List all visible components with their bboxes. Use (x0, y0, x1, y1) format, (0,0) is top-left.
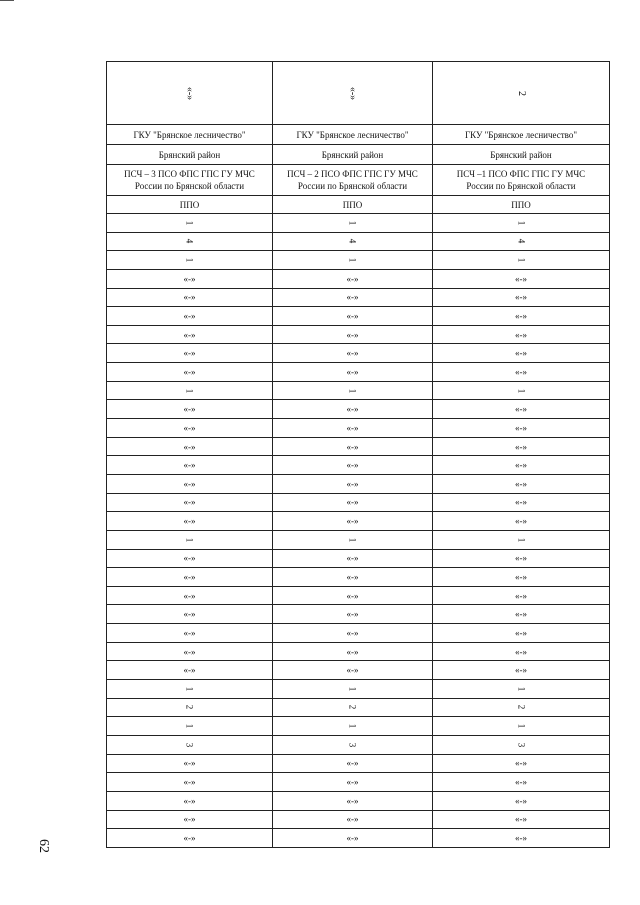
cell-value: 1 (516, 723, 526, 729)
cell-value: 1 (516, 388, 526, 393)
table-cell (273, 661, 433, 680)
cell-value: «-» (183, 758, 196, 769)
unit-cell (433, 165, 610, 196)
table-row (107, 791, 610, 810)
cell-value: «-» (183, 478, 196, 489)
cell-value: 1 (347, 723, 358, 729)
cell-value: «-» (183, 777, 196, 788)
table-row (107, 419, 610, 438)
table-cell (107, 419, 273, 438)
table-cell (107, 773, 273, 792)
cell-value: «-» (346, 441, 359, 452)
cell-value: «-» (183, 814, 196, 825)
cell-value: «-» (346, 516, 359, 527)
cell-value: «-» (515, 646, 527, 657)
org-cell: ГКУ "Брянское лесничество" (433, 125, 610, 145)
table-cell (107, 624, 273, 643)
cell-value: «-» (515, 441, 527, 452)
table-row (107, 307, 610, 326)
table-cell (273, 530, 433, 549)
table-cell (433, 363, 610, 382)
cell-value: 1 (184, 537, 195, 542)
cell-value: «-» (183, 460, 196, 471)
cell-value: 1 (347, 686, 358, 692)
cell-value: «-» (515, 571, 527, 582)
cell-value: «-» (515, 665, 527, 676)
table-row (107, 642, 610, 661)
cell-value: 2 (347, 705, 358, 710)
table-cell (107, 325, 273, 344)
cell-value: «-» (515, 460, 527, 471)
table-cell (273, 754, 433, 773)
table-cell (433, 493, 610, 512)
table-row (107, 493, 610, 512)
cell-value: «-» (346, 627, 359, 638)
table-row (107, 586, 610, 605)
org-cell: ГКУ "Брянское лесничество" (107, 125, 273, 145)
cell-value: 3 (516, 742, 526, 747)
cell-value: 1 (347, 388, 358, 393)
unit-line1: ПСЧ – 2 ПСО ФПС ГПС ГУ МЧС (287, 169, 418, 179)
header-row (107, 62, 610, 125)
table-row (107, 829, 610, 848)
cell-value: «-» (515, 311, 527, 322)
unit-cell (273, 165, 433, 196)
table-cell (107, 437, 273, 456)
table-row (107, 251, 610, 270)
cell-value: «-» (183, 366, 196, 377)
table-cell (107, 456, 273, 475)
cell-value: «-» (515, 795, 527, 806)
type-cell: ППО (273, 196, 433, 214)
table-cell (273, 642, 433, 661)
cell-value: «-» (183, 348, 196, 359)
table-cell (433, 251, 610, 270)
cell-value: 1 (516, 686, 526, 692)
table-cell (433, 661, 610, 680)
cell-value: «-» (346, 273, 359, 284)
cell-value: «-» (515, 553, 527, 564)
cell-value: «-» (183, 609, 196, 620)
cell-value: 3 (184, 742, 195, 747)
table-cell (433, 735, 610, 754)
table-cell (273, 419, 433, 438)
table-cell (273, 680, 433, 699)
cell-value: «-» (346, 758, 359, 769)
table-cell (433, 344, 610, 363)
table-cell (273, 381, 433, 400)
table-row (107, 381, 610, 400)
table-cell (107, 549, 273, 568)
table-cell (433, 642, 610, 661)
table-cell (107, 661, 273, 680)
table-cell (273, 549, 433, 568)
table-cell (107, 680, 273, 699)
column-header (273, 62, 433, 125)
cell-value: «-» (346, 795, 359, 806)
cell-value: «-» (515, 404, 527, 415)
table-row (107, 624, 610, 643)
table-cell (273, 773, 433, 792)
table-cell (107, 791, 273, 810)
table-cell (107, 288, 273, 307)
column-header-text: «-» (184, 86, 195, 100)
unit-line1: ПСЧ – 3 ПСО ФПС ГПС ГУ МЧС (124, 169, 255, 179)
table-cell (433, 474, 610, 493)
table-cell (107, 735, 273, 754)
table-cell (107, 642, 273, 661)
table-cell (107, 829, 273, 848)
table-cell (273, 605, 433, 624)
unit-line2: России по Брянской области (134, 181, 245, 191)
cell-value: «-» (515, 366, 527, 377)
table-row (107, 698, 610, 717)
cell-value: 1 (184, 388, 195, 393)
table-cell (433, 773, 610, 792)
org-cell: ГКУ "Брянское лесничество" (273, 125, 433, 145)
cell-value: «-» (183, 497, 196, 508)
table-row (107, 605, 610, 624)
table-cell (107, 232, 273, 251)
table-cell (273, 456, 433, 475)
cell-value: «-» (346, 832, 359, 843)
cell-value: «-» (346, 311, 359, 322)
cell-value: «-» (346, 404, 359, 415)
cell-value: 4 (516, 239, 526, 244)
cell-value: «-» (515, 758, 527, 769)
cell-value: «-» (515, 292, 527, 303)
table-cell (433, 214, 610, 233)
cell-value: «-» (346, 609, 359, 620)
cell-value: 1 (184, 220, 195, 226)
unit-cell (107, 165, 273, 196)
table-cell (433, 325, 610, 344)
table-cell (433, 680, 610, 699)
table-cell (433, 698, 610, 717)
table-row (107, 269, 610, 288)
table-cell (273, 717, 433, 736)
cell-value: «-» (183, 627, 196, 638)
cell-value: «-» (346, 814, 359, 825)
cell-value: «-» (346, 422, 359, 433)
unit-line2: России по Брянской области (466, 181, 576, 191)
cell-value: «-» (183, 422, 196, 433)
cell-value: 1 (516, 537, 526, 542)
table-cell (107, 493, 273, 512)
table-cell (433, 232, 610, 251)
table-cell (433, 512, 610, 531)
cell-value: «-» (515, 329, 527, 340)
table-cell (107, 344, 273, 363)
cell-value: «-» (346, 777, 359, 788)
table-row (107, 512, 610, 531)
cell-value: 1 (184, 686, 195, 692)
cell-value: «-» (515, 273, 527, 284)
cell-value: «-» (515, 832, 527, 843)
column-header-text: 2 (515, 90, 527, 96)
table-cell (433, 307, 610, 326)
table-cell (273, 269, 433, 288)
table-cell (273, 493, 433, 512)
district-cell: Брянский район (273, 145, 433, 165)
table-row (107, 680, 610, 699)
table-cell (107, 269, 273, 288)
table-cell (107, 698, 273, 717)
cell-value: «-» (183, 516, 196, 527)
district-cell: Брянский район (107, 145, 273, 165)
cell-value: 1 (347, 257, 358, 263)
table-row (107, 214, 610, 233)
cell-value: «-» (183, 292, 196, 303)
cell-value: «-» (346, 646, 359, 657)
table-cell (433, 754, 610, 773)
table-cell (273, 437, 433, 456)
cell-value: 1 (516, 257, 526, 263)
cell-value: «-» (515, 348, 527, 359)
table-cell (107, 717, 273, 736)
unit-line2: России по Брянской области (297, 181, 408, 191)
table-cell (107, 568, 273, 587)
unit-row (107, 165, 610, 196)
table-cell (273, 344, 433, 363)
type-cell: ППО (433, 196, 610, 214)
cell-value: «-» (346, 590, 359, 601)
table-cell (273, 624, 433, 643)
cell-value: «-» (183, 590, 196, 601)
org-row (107, 125, 610, 145)
corner-mark (0, 0, 14, 1)
table-cell (107, 474, 273, 493)
table-cell (273, 214, 433, 233)
table-row (107, 325, 610, 344)
table-row (107, 530, 610, 549)
type-cell: ППО (107, 196, 273, 214)
data-table (106, 61, 610, 848)
cell-value: «-» (183, 832, 196, 843)
table-row (107, 344, 610, 363)
table-row (107, 437, 610, 456)
cell-value: «-» (515, 814, 527, 825)
cell-value: «-» (515, 590, 527, 601)
cell-value: «-» (515, 497, 527, 508)
cell-value: «-» (346, 292, 359, 303)
cell-value: 1 (516, 220, 526, 226)
table-cell (433, 288, 610, 307)
table-cell (433, 624, 610, 643)
table-cell (107, 586, 273, 605)
table-cell (273, 791, 433, 810)
cell-value: 1 (184, 257, 195, 263)
cell-value: «-» (346, 665, 359, 676)
table-cell (107, 810, 273, 829)
table-row (107, 363, 610, 382)
table-row (107, 474, 610, 493)
table-cell (273, 288, 433, 307)
table-cell (273, 307, 433, 326)
cell-value: 1 (347, 537, 358, 542)
district-row (107, 145, 610, 165)
table-cell (107, 605, 273, 624)
cell-value: 1 (347, 220, 358, 226)
table-row (107, 661, 610, 680)
unit-line1: ПСЧ –1 ПСО ФПС ГПС ГУ МЧС (456, 169, 586, 179)
cell-value: «-» (183, 795, 196, 806)
table-cell (433, 269, 610, 288)
cell-value: «-» (346, 366, 359, 377)
cell-value: «-» (346, 329, 359, 340)
table-cell (433, 381, 610, 400)
cell-value: «-» (183, 311, 196, 322)
table-row (107, 568, 610, 587)
page-number: 62 (36, 839, 51, 853)
table-cell (433, 419, 610, 438)
cell-value: «-» (183, 329, 196, 340)
table-cell (273, 586, 433, 605)
table-cell (273, 568, 433, 587)
table-cell (273, 810, 433, 829)
table-cell (433, 437, 610, 456)
cell-value: «-» (515, 516, 527, 527)
district-cell: Брянский район (433, 145, 610, 165)
table-cell (107, 512, 273, 531)
column-header (433, 62, 610, 125)
table-cell (433, 568, 610, 587)
cell-value: «-» (183, 553, 196, 564)
cell-value: 2 (516, 705, 526, 710)
table-cell (433, 530, 610, 549)
table-cell (273, 400, 433, 419)
table-cell (107, 307, 273, 326)
table-row (107, 735, 610, 754)
table-cell (433, 829, 610, 848)
table-cell (433, 810, 610, 829)
table-cell (107, 530, 273, 549)
table-row (107, 288, 610, 307)
cell-value: «-» (346, 460, 359, 471)
cell-value: 4 (184, 239, 195, 244)
table-row (107, 773, 610, 792)
table-cell (433, 456, 610, 475)
cell-value: «-» (346, 497, 359, 508)
column-header-text: «-» (347, 86, 358, 100)
table-cell (107, 754, 273, 773)
table-cell (273, 698, 433, 717)
cell-value: «-» (515, 777, 527, 788)
table-cell (273, 829, 433, 848)
cell-value: «-» (346, 553, 359, 564)
cell-value: «-» (183, 273, 196, 284)
table-cell (433, 605, 610, 624)
table-cell (273, 232, 433, 251)
cell-value: 3 (347, 742, 358, 747)
table-cell (273, 251, 433, 270)
table-cell (433, 791, 610, 810)
cell-value: 4 (347, 239, 358, 244)
cell-value: «-» (515, 478, 527, 489)
table-cell (107, 214, 273, 233)
column-header (107, 62, 273, 125)
table-cell (433, 400, 610, 419)
table-cell (273, 512, 433, 531)
table-row (107, 717, 610, 736)
cell-value: «-» (515, 609, 527, 620)
table-cell (273, 363, 433, 382)
cell-value: «-» (346, 571, 359, 582)
table-row (107, 400, 610, 419)
table-cell (273, 474, 433, 493)
table-cell (273, 325, 433, 344)
cell-value: «-» (183, 665, 196, 676)
table-cell (433, 586, 610, 605)
table-cell (107, 381, 273, 400)
cell-value: «-» (515, 422, 527, 433)
cell-value: «-» (183, 404, 196, 415)
cell-value: «-» (346, 348, 359, 359)
table-cell (433, 549, 610, 568)
cell-value: «-» (183, 646, 196, 657)
cell-value: «-» (346, 478, 359, 489)
table-cell (433, 717, 610, 736)
type-row (107, 196, 610, 214)
table-row (107, 810, 610, 829)
cell-value: 2 (184, 705, 195, 710)
table-row (107, 754, 610, 773)
table-cell (107, 400, 273, 419)
table-cell (107, 251, 273, 270)
cell-value: «-» (183, 441, 196, 452)
cell-value: 1 (184, 723, 195, 729)
table-cell (273, 735, 433, 754)
table-row (107, 232, 610, 251)
table-row (107, 456, 610, 475)
table-cell (107, 363, 273, 382)
table-row (107, 549, 610, 568)
cell-value: «-» (515, 627, 527, 638)
cell-value: «-» (183, 571, 196, 582)
